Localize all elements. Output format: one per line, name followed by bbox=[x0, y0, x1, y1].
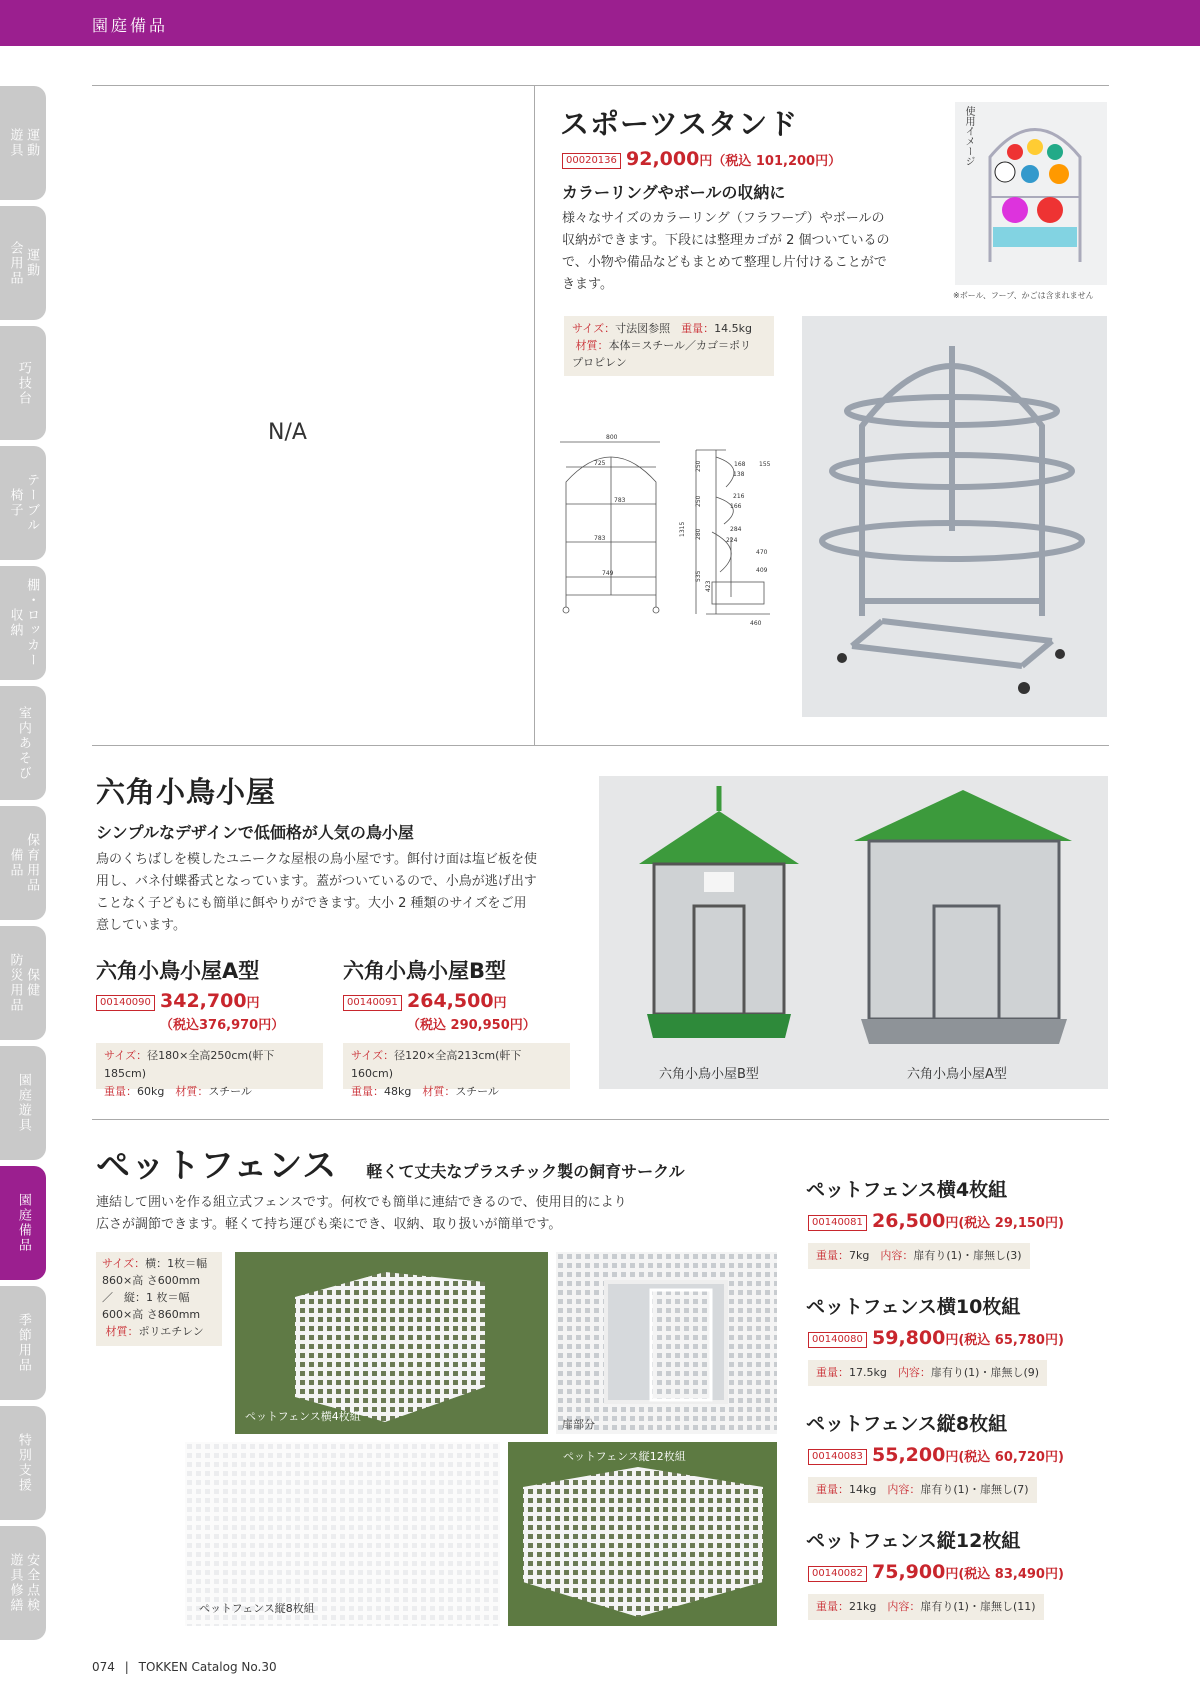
spec-label: サイズ： bbox=[351, 1049, 395, 1062]
spec-label: 重量： bbox=[816, 1249, 849, 1262]
tab-label: 椅子 bbox=[7, 488, 23, 518]
dim-label: 155 bbox=[759, 461, 771, 468]
dim-label: 800 bbox=[606, 434, 618, 441]
index-tab[interactable] bbox=[0, 566, 46, 680]
tab-label: 運動 bbox=[24, 128, 40, 158]
product-title: 六角小鳥小屋 bbox=[96, 775, 277, 809]
photo-caption: 六角小鳥小屋B型 bbox=[659, 1067, 759, 1082]
tab-label: 備品 bbox=[7, 848, 23, 878]
model-name: 六角小鳥小屋B型 bbox=[343, 959, 507, 983]
spec-value: 径180×全高250cm(軒下185cm) bbox=[104, 1049, 275, 1080]
spec-value: 横：1枚＝幅 bbox=[145, 1257, 208, 1270]
divider bbox=[92, 85, 1109, 86]
birdhouse-illustration bbox=[599, 776, 1108, 1089]
product-code: 00140080 bbox=[808, 1332, 867, 1348]
tab-label: 運動 bbox=[24, 248, 40, 278]
tab-label: 季節用品 bbox=[15, 1313, 31, 1373]
tab-label: 防災用品 bbox=[7, 953, 23, 1013]
divider bbox=[92, 1119, 1109, 1120]
tab-label: 保育用品 bbox=[24, 833, 40, 893]
spec-value: 21kg bbox=[849, 1600, 877, 1613]
price-line bbox=[808, 1327, 1064, 1349]
spec-value: 14kg bbox=[849, 1483, 877, 1496]
spec-value: 扉有り(1)・扉無し(9) bbox=[930, 1366, 1040, 1379]
spec-value: ポリエチレン bbox=[138, 1325, 204, 1338]
spec-label: 重量： bbox=[681, 322, 715, 335]
spec-label: 重量： bbox=[816, 1366, 849, 1379]
fence-faded-illustration bbox=[185, 1442, 500, 1626]
yen: 円 bbox=[246, 996, 260, 1011]
spec-box bbox=[343, 1043, 570, 1098]
spec-box bbox=[808, 1243, 1030, 1269]
product-code: 00140090 bbox=[96, 995, 155, 1011]
index-tab[interactable] bbox=[0, 1526, 46, 1640]
spec-value: 860×高 さ600mm bbox=[102, 1274, 201, 1287]
tax-price: (税込 83,490円) bbox=[958, 1567, 1064, 1582]
spec-value: 扉有り(1)・扉無し(7) bbox=[920, 1483, 1029, 1496]
dimension-drawing bbox=[556, 432, 800, 632]
spec-label: 内容： bbox=[887, 1600, 921, 1613]
fence-illustration bbox=[235, 1252, 548, 1434]
tab-label: 特別支援 bbox=[15, 1433, 31, 1493]
product-description bbox=[96, 1192, 696, 1236]
price-line bbox=[562, 148, 841, 170]
product-name: ペットフェンス縦8枚組 bbox=[806, 1413, 1008, 1435]
product-title: スポーツスタンド bbox=[560, 107, 799, 141]
catalog-name: TOKKEN Catalog No.30 bbox=[138, 1660, 277, 1674]
footer bbox=[92, 1660, 277, 1674]
photo-caption: 扉部分 bbox=[562, 1418, 595, 1431]
petfence-photo-8 bbox=[185, 1442, 500, 1626]
desc-line: 連結して囲いを作る組立式フェンスです。何枚でも簡単に連結できるので、使用目的により bbox=[96, 1195, 627, 1210]
product-name: ペットフェンス横4枚組 bbox=[806, 1179, 1008, 1201]
spec-label: 材質： bbox=[575, 339, 609, 352]
index-tab[interactable] bbox=[0, 806, 46, 920]
product-subtitle: シンプルなデザインで低価格が人気の鳥小屋 bbox=[96, 823, 414, 842]
tab-label: 会用品 bbox=[7, 240, 23, 286]
tab-label: 遊具修繕 bbox=[7, 1553, 23, 1613]
price-line bbox=[343, 990, 507, 1012]
yen: 円 bbox=[945, 1567, 959, 1582]
spec-label: 材質： bbox=[175, 1085, 209, 1098]
dim-label: 749 bbox=[602, 570, 614, 577]
desc-line: 収納ができます。下段には整理カゴが 2 個ついているの bbox=[562, 233, 890, 248]
product-code: 00020136 bbox=[562, 153, 621, 169]
page-number: 074 bbox=[92, 1660, 115, 1674]
dim-label: 280 bbox=[695, 528, 702, 540]
footer-separator: | bbox=[124, 1660, 129, 1674]
stand-illustration bbox=[955, 102, 1107, 285]
dim-label: 470 bbox=[756, 549, 768, 556]
product-subtitle: カラーリングやボールの収納に bbox=[562, 183, 786, 202]
tab-label: 収納 bbox=[7, 608, 23, 638]
spec-value: 扉有り(1)・扉無し(11) bbox=[920, 1600, 1036, 1613]
tax-price: （税込 290,950円） bbox=[407, 1018, 536, 1033]
index-tab[interactable] bbox=[0, 326, 46, 440]
product-tagline: 軽くて丈夫なプラスチック製の飼育サークル bbox=[366, 1162, 685, 1181]
price: 264,500 bbox=[407, 990, 494, 1012]
spec-value: 扉有り(1)・扉無し(3) bbox=[913, 1249, 1022, 1262]
petfence-photo-12 bbox=[508, 1442, 777, 1626]
spec-value: 48kg bbox=[384, 1085, 412, 1098]
yen: 円 bbox=[699, 154, 713, 169]
dim-label: 250 bbox=[695, 495, 702, 507]
na-text: N/A bbox=[268, 420, 307, 445]
price-line bbox=[808, 1444, 1064, 1466]
product-code: 00140083 bbox=[808, 1449, 867, 1465]
desc-line: きます。 bbox=[562, 277, 613, 292]
desc-line: 用し、バネ付蝶番式となっています。蓋がついているので、小鳥が逃げ出す bbox=[96, 874, 537, 889]
spec-label: 重量： bbox=[816, 1483, 849, 1496]
tax-price: (税込 29,150円) bbox=[958, 1216, 1064, 1231]
fence-12-illustration bbox=[508, 1442, 777, 1626]
spec-label: サイズ： bbox=[102, 1257, 146, 1270]
spec-value: 14.5kg bbox=[714, 322, 752, 335]
category-header bbox=[0, 0, 1200, 46]
yen: 円 bbox=[945, 1333, 959, 1348]
usage-image bbox=[955, 102, 1107, 285]
dim-label: 783 bbox=[614, 497, 626, 504]
dim-label: 535 bbox=[695, 570, 702, 582]
spec-value: 17.5kg bbox=[849, 1366, 887, 1379]
petfence-photo-4 bbox=[235, 1252, 548, 1434]
spec-label: 内容： bbox=[880, 1249, 914, 1262]
model-name: 六角小鳥小屋A型 bbox=[96, 959, 260, 983]
desc-line: 様々なサイズのカラーリング（フラフープ）やボールの bbox=[562, 211, 885, 226]
spec-label: 材質： bbox=[422, 1085, 456, 1098]
price-line bbox=[808, 1210, 1064, 1232]
desc-line: で、小物や備品などもまとめて整理し片付けることがで bbox=[562, 255, 887, 270]
desc-line: 鳥のくちばしを模したユニークな屋根の鳥小屋です。餌付け面は塩ビ板を使 bbox=[96, 852, 537, 867]
yen: 円 bbox=[945, 1216, 959, 1231]
spec-box bbox=[808, 1594, 1044, 1620]
dim-label: 783 bbox=[594, 535, 606, 542]
dim-label: 216 bbox=[733, 493, 745, 500]
photo-caption: 六角小鳥小屋A型 bbox=[907, 1067, 1007, 1082]
index-tab[interactable] bbox=[0, 926, 46, 1040]
product-title: ペットフェンス bbox=[96, 1146, 338, 1186]
tab-label: 巧技台 bbox=[15, 360, 31, 406]
price-line bbox=[96, 990, 260, 1012]
tab-label: 安全点検 bbox=[24, 1553, 40, 1613]
index-tab[interactable] bbox=[0, 446, 46, 560]
stand-photo-illustration bbox=[802, 316, 1107, 717]
dim-label: 284 bbox=[730, 526, 742, 533]
spec-value: スチール bbox=[455, 1085, 499, 1098]
spec-value: 7kg bbox=[849, 1249, 870, 1262]
spec-label: 材質： bbox=[105, 1325, 139, 1338]
desc-line: ことなく子どもにも簡単に餌やりができます。大小 2 種類のサイズをご用 bbox=[96, 896, 527, 911]
price: 92,000 bbox=[626, 148, 700, 170]
dim-label: 460 bbox=[750, 620, 762, 627]
spec-box bbox=[96, 1043, 323, 1098]
spec-box bbox=[96, 1252, 222, 1346]
sports-stand-photo bbox=[802, 316, 1107, 717]
spec-label: サイズ： bbox=[104, 1049, 148, 1062]
spec-box bbox=[808, 1477, 1037, 1503]
spec-value: 寸法図参照 bbox=[615, 322, 671, 335]
spec-value: 60kg bbox=[137, 1085, 165, 1098]
index-tab[interactable] bbox=[0, 686, 46, 800]
fence-door-illustration bbox=[556, 1252, 777, 1434]
desc-line: 意しています。 bbox=[96, 918, 186, 933]
spec-box bbox=[564, 316, 774, 376]
dim-label: 250 bbox=[695, 460, 702, 472]
dim-label: 1315 bbox=[679, 521, 686, 537]
usage-image-label: 使用イメージ bbox=[963, 106, 974, 166]
product-name: ペットフェンス縦12枚組 bbox=[806, 1530, 1021, 1552]
spec-label: 重量： bbox=[351, 1085, 384, 1098]
index-tab[interactable] bbox=[0, 86, 46, 200]
spec-label: 内容： bbox=[887, 1483, 921, 1496]
petfence-photo-door bbox=[556, 1252, 777, 1434]
tab-label: 園庭備品 bbox=[15, 1193, 31, 1253]
spec-label: 重量： bbox=[816, 1600, 849, 1613]
product-code: 00140091 bbox=[343, 995, 402, 1011]
photo-caption: ペットフェンス横4枚組 bbox=[245, 1410, 361, 1423]
spec-label: 重量： bbox=[104, 1085, 137, 1098]
spec-box bbox=[808, 1360, 1047, 1386]
usage-note: ※ボール、フープ、かごは含まれません bbox=[953, 291, 1094, 300]
tab-label: 遊具 bbox=[7, 128, 23, 158]
petfence-heading bbox=[96, 1138, 685, 1187]
tab-label: 園庭遊具 bbox=[15, 1073, 31, 1133]
spec-value: スチール bbox=[208, 1085, 252, 1098]
photo-caption: ペットフェンス縦8枚組 bbox=[199, 1602, 315, 1615]
price: 75,900 bbox=[872, 1561, 946, 1583]
tax-price: (税込 60,720円) bbox=[958, 1450, 1064, 1465]
index-tab[interactable] bbox=[0, 206, 46, 320]
index-tab[interactable] bbox=[0, 1166, 46, 1280]
yen: 円 bbox=[493, 996, 507, 1011]
tab-label: 棚・ロッカー bbox=[24, 578, 40, 668]
price-line bbox=[808, 1561, 1064, 1583]
dim-label: 725 bbox=[594, 460, 606, 467]
dim-label: 409 bbox=[756, 567, 768, 574]
tax-price: （税込376,970円） bbox=[160, 1018, 285, 1033]
index-tab[interactable] bbox=[0, 1046, 46, 1160]
spec-label: サイズ： bbox=[572, 322, 616, 335]
index-tab[interactable] bbox=[0, 1406, 46, 1520]
birdhouse-photo bbox=[599, 776, 1108, 1089]
spec-value: プロピレン bbox=[572, 356, 627, 369]
index-tab[interactable] bbox=[0, 1286, 46, 1400]
divider bbox=[92, 745, 1109, 746]
divider bbox=[534, 85, 535, 745]
spec-value: ／ 縦：1 枚＝幅 bbox=[102, 1291, 190, 1304]
dim-label: 166 bbox=[730, 503, 742, 510]
price: 59,800 bbox=[872, 1327, 946, 1349]
tab-label: テーブル bbox=[24, 473, 40, 533]
dim-label: 423 bbox=[705, 580, 712, 592]
dim-label: 138 bbox=[733, 471, 745, 478]
product-code: 00140082 bbox=[808, 1566, 867, 1582]
spec-value: 本体＝スチール／カゴ＝ポリ bbox=[608, 339, 752, 352]
category-title: 園庭備品 bbox=[92, 16, 169, 35]
dim-label: 224 bbox=[726, 537, 738, 544]
product-code: 00140081 bbox=[808, 1215, 867, 1231]
desc-line: 広さが調節できます。軽くて持ち運びも楽にでき、収納、取り扱いが簡単です。 bbox=[96, 1217, 562, 1232]
spec-value: 径120×全高213cm(軒下160cm) bbox=[351, 1049, 522, 1080]
spec-value: 600×高 さ860mm bbox=[102, 1308, 201, 1321]
yen: 円 bbox=[945, 1450, 959, 1465]
tab-label: 保健 bbox=[24, 968, 40, 998]
product-description bbox=[96, 849, 576, 937]
spec-label: 内容： bbox=[897, 1366, 931, 1379]
tax-price: （税込 101,200円） bbox=[712, 154, 842, 169]
product-description bbox=[562, 208, 922, 296]
price: 55,200 bbox=[872, 1444, 946, 1466]
product-name: ペットフェンス横10枚組 bbox=[806, 1296, 1021, 1318]
tax-price: (税込 65,780円) bbox=[958, 1333, 1064, 1348]
photo-caption: ペットフェンス縦12枚組 bbox=[563, 1450, 686, 1463]
dim-label: 168 bbox=[734, 461, 746, 468]
price: 26,500 bbox=[872, 1210, 946, 1232]
price: 342,700 bbox=[160, 990, 247, 1012]
tab-label: 室内あそび bbox=[15, 705, 31, 781]
